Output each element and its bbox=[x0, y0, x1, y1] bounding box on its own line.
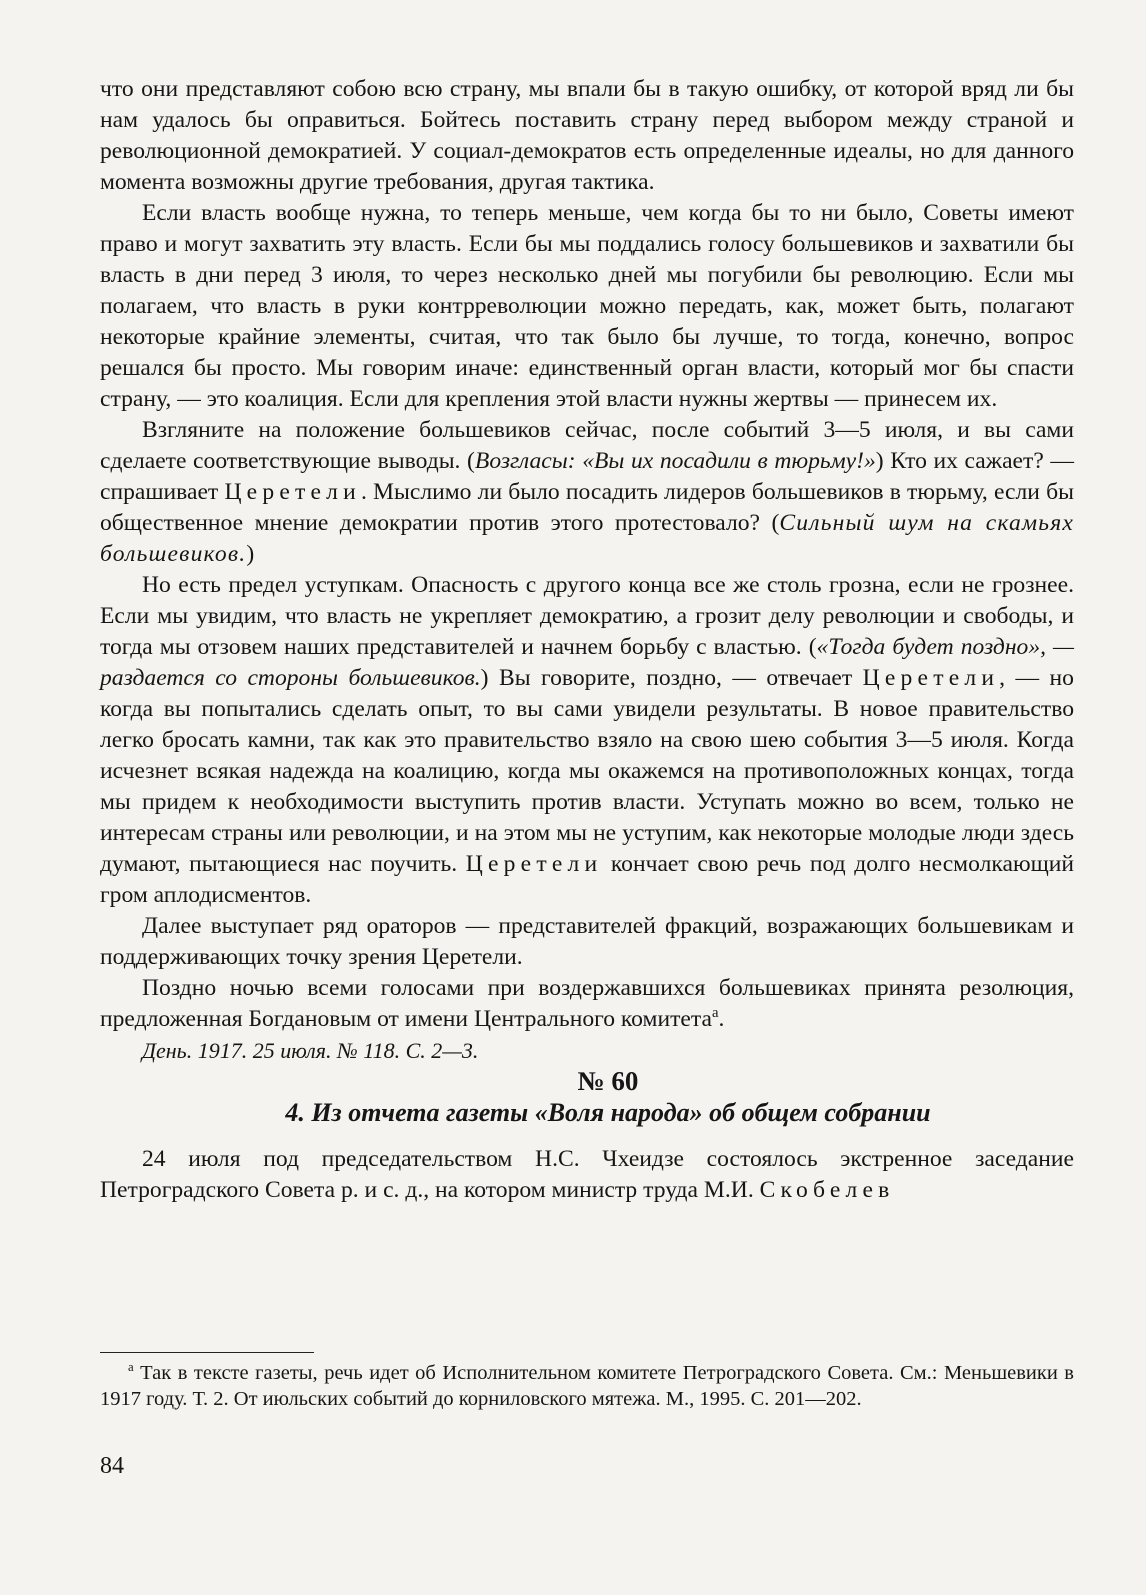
source-citation: День. 1917. 25 июля. № 118. С. 2—3. bbox=[142, 1038, 479, 1063]
remark-italic: Возгласы: «Вы их посадили в тюрьму!» bbox=[474, 448, 876, 474]
paragraph-4: Но есть предел уступкам. Опасность с другого конца все же столь грозна, если не грознее. Если мы увидим, что власть не укрепляет демократию, а грозит делу революции и свободы, и тогда мы отзовем наших представителей и начнем борьбу с властью. («Тогда будет поздно», — раздается со стороны большевиков.) Вы говорите, поздно, — отвечает Церетели, — но когда вы попытались сделать опыт, то вы сами увидели результаты. В новое правительство легко бросать камни, так как это правительство взяло на свою шею события 3—5 июля. Когда исчезнет всякая надежда на коалицию, когда мы окажемся на противоположных концах, тогда мы придем к необходимости выступить против власти. Уступать можно во всем, только не интересам страны или революции, и на этом мы не уступим, как некоторые молодые люди здесь думают, пытающиеся нас поучить. Церетели кончает свою речь под долго несмолкающий гром аплодисментов. bbox=[100, 572, 1074, 908]
paragraph-1: что они представляют собою всю страну, мы впали бы в такую ошибку, от которой вряд ли бы нам удалось бы оправиться. Бойтесь поставить страну перед выбором между страной и революционной демократией. У социал-демократов есть определенные идеалы, но для данного момента возможны другие требования, другая тактика. bbox=[100, 76, 1074, 195]
document-title: 4. Из отчета газеты «Воля народа» об общем собрании bbox=[285, 1098, 931, 1127]
paragraph-5: Далее выступает ряд ораторов — представителей фракций, возражающих большевикам и поддерживающих точку зрения Церетели. bbox=[100, 913, 1074, 970]
page-number: 84 bbox=[100, 1453, 124, 1479]
paragraph-3: Взгляните на положение большевиков сейчас, после событий 3—5 июля, и вы сами сделаете соответствующие выводы. (Возгласы: «Вы их посадили в тюрьму!») Кто их сажает? — спрашивает Церетели. Мыслимо ли было посадить лидеров большевиков в тюрьму, если бы общественное мнение демократии против этого протестовало? (Сильный шум на скамьях большевиков.) bbox=[100, 417, 1074, 567]
footnote-reference: а bbox=[711, 1005, 719, 1022]
document-number: № 60 bbox=[577, 1066, 639, 1096]
footnote-divider bbox=[100, 1352, 314, 1353]
paragraph-7: 24 июля под председательством Н.С. Чхеидзе состоялось экстренное заседание Петроградского Совета р. и с. д., на котором министр труда М.И. Скобелев bbox=[100, 1146, 1074, 1203]
footnote-mark: а bbox=[128, 1360, 134, 1375]
paragraph-2: Если власть вообще нужна, то теперь меньше, чем когда бы то ни было, Советы имеют право и могут захватить эту власть. Если бы мы поддались голосу большевиков и захватили бы власть в дни перед 3 июля, то через несколько дней мы погубили бы революцию. Если мы полагаем, что власть в руки контрреволюции можно передать, как, может быть, полагают некоторые крайние элементы, считая, что так было бы лучше, то тогда, конечно, вопрос решался бы просто. Мы говорим иначе: единственный орган власти, который мог бы спасти страну, — это коалиция. Если для крепления этой власти нужны жертвы — принесем их. bbox=[100, 200, 1074, 412]
speaker-name: Церетели bbox=[862, 665, 1000, 691]
speaker-name: Скобелев bbox=[759, 1177, 895, 1203]
main-text bbox=[100, 74, 1074, 1206]
paragraph-6: Поздно ночью всеми голосами при воздержавшихся большевиках принята резолюция, предложенная Богдановым от имени Центрального комитета$^а$. bbox=[100, 975, 1074, 1032]
footnote: $^а$ Так в тексте газеты, речь идет об Исполнительном комитете Петроградского Совета. См.: Меньшевики в 1917 году. Т. 2. От июльских событий до корниловского мятежа. М., 1995. С. 201—202. bbox=[100, 1360, 1074, 1410]
remark-italic-spaced: Сильный шум на скамьях большевиков. bbox=[100, 510, 1074, 567]
speaker-name: Церетели bbox=[465, 851, 603, 877]
speaker-name: Церетели bbox=[224, 479, 361, 505]
remark-italic: «Тогда будет поздно», — раздается со стороны большевиков. bbox=[100, 634, 1074, 691]
